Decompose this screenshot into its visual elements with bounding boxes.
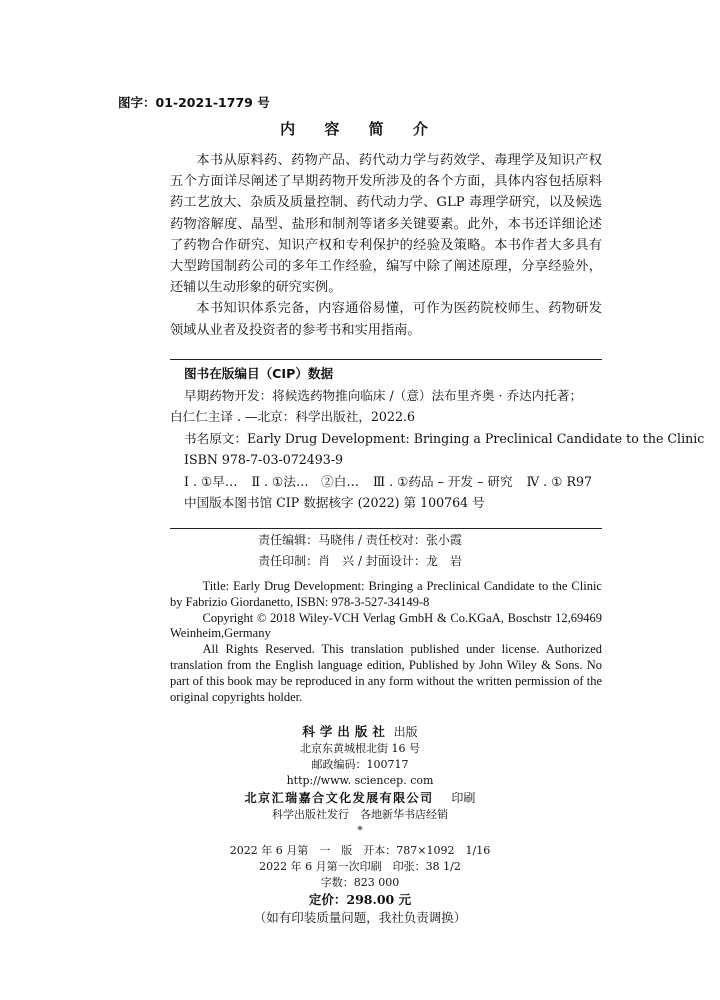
abstract-paragraph: 本书从原料药、药物产品、药代动力学与药效学、毒理学及知识产权五个方面详尽阐述了早期药物开发所涉及的各个方面，具体内容包括原料药工艺放大、杂质及质量控制、药代动力学、GLP 毒理学研究，以及候选药物溶解度、晶型、盐形和制剂等诸多关键要素。此外，本书还详细论述了药物合作研究、知识产权和专利保护的经验及策略。本书作者大多具有大型跨国制药公司的多年工作经验，编写中除了阐述原理，分享经验外，还辅以生动形象的研究实例。 — [170, 153, 602, 296]
english-copyright — [170, 579, 602, 705]
editors-line: 责任编辑：马晓伟 / 责任校对：张小霞 — [258, 533, 462, 547]
cip-block — [170, 363, 705, 514]
printer-line — [0, 789, 720, 807]
word-count: 字数：823 000 — [320, 876, 400, 889]
english-paragraph: All Rights Reserved. This translation published under license. Authorized translation from the English language edition, Published by John Wiley & Sons. No part of this book may be reproduced in any form without the written permission of the original copyrights holder. — [170, 642, 602, 704]
publisher-website: http://www. sciencep. com — [286, 774, 434, 787]
registration-number: 图字：01-2021-1779 号 — [118, 95, 270, 110]
classification-item: Ⅳ . ① R97 — [526, 473, 592, 489]
edition-line: 2022 年 6 月第一次印刷 印张：38 1/2 — [259, 860, 461, 873]
cip-classification — [170, 471, 610, 493]
section-title: 内 容 简 介 — [280, 120, 440, 138]
editors-block — [0, 530, 720, 572]
price-line: 定价：298.00 元 — [308, 892, 412, 907]
divider-top — [170, 359, 602, 360]
classification-item: Ⅰ . ①早… — [184, 473, 238, 489]
abstract-section — [170, 150, 602, 341]
separator-mark: * — [357, 824, 363, 837]
classification-item: Ⅱ . ①法… ②白… — [251, 473, 359, 489]
classification-item: Ⅲ . ①药品 – 开发 – 研究 — [372, 473, 513, 489]
quality-note: （如有印装质量问题，我社负责调换） — [253, 910, 467, 925]
divider-bottom — [170, 528, 602, 529]
distribution-line: 科学出版社发行 各地新华书店经销 — [272, 808, 448, 821]
publisher-name: 科学出版社 — [302, 724, 390, 739]
cip-isbn: ISBN 978-7-03-072493-9 — [184, 452, 344, 467]
cip-line: 早期药物开发：将候选药物推向临床 /（意）法布里齐奥 · 乔达内托著； — [184, 387, 583, 403]
editors-line: 责任印制：肖 兴 / 封面设计：龙 岩 — [258, 554, 462, 568]
publisher-postcode: 邮政编码：100717 — [311, 758, 409, 771]
english-paragraph: Title: Early Drug Development: Bringing a Preclinical Candidate to the Clinic by Fabrizio Giordanetto, ISBN: 978-3-527-34149-8 — [170, 579, 602, 609]
cip-line: 白仁仁主译 . —北京：科学出版社，2022.6 — [170, 409, 415, 424]
edition-line: 2022 年 6 月第 一 版 开本：787×1092 1/16 — [229, 844, 491, 857]
cip-verification: 中国版本图书馆 CIP 数据核字 (2022) 第 100764 号 — [184, 495, 485, 510]
publisher-line — [0, 723, 720, 741]
publisher-address: 北京东黄城根北街 16 号 — [300, 742, 420, 755]
english-paragraph: Copyright © 2018 Wiley-VCH Verlag GmbH & Co.KGaA, Boschstr 12,69469 Weinheim,Germany — [170, 610, 602, 641]
abstract-paragraph: 本书知识体系完备，内容通俗易懂，可作为医药院校师生、药物研发领域从业者及投资者的参考书和实用指南。 — [170, 301, 602, 338]
cip-heading: 图书在版编目（CIP）数据 — [184, 366, 334, 381]
printer-name: 北京汇瑞嘉合文化发展有限公司 — [244, 791, 434, 805]
publisher-action: 出版 — [393, 725, 418, 739]
printer-action: 印刷 — [451, 791, 476, 805]
cip-original-title: 书名原文：Early Drug Development: Bringing a Preclinical Candidate to the Clinic — [184, 430, 705, 446]
imprint-block — [0, 723, 720, 927]
